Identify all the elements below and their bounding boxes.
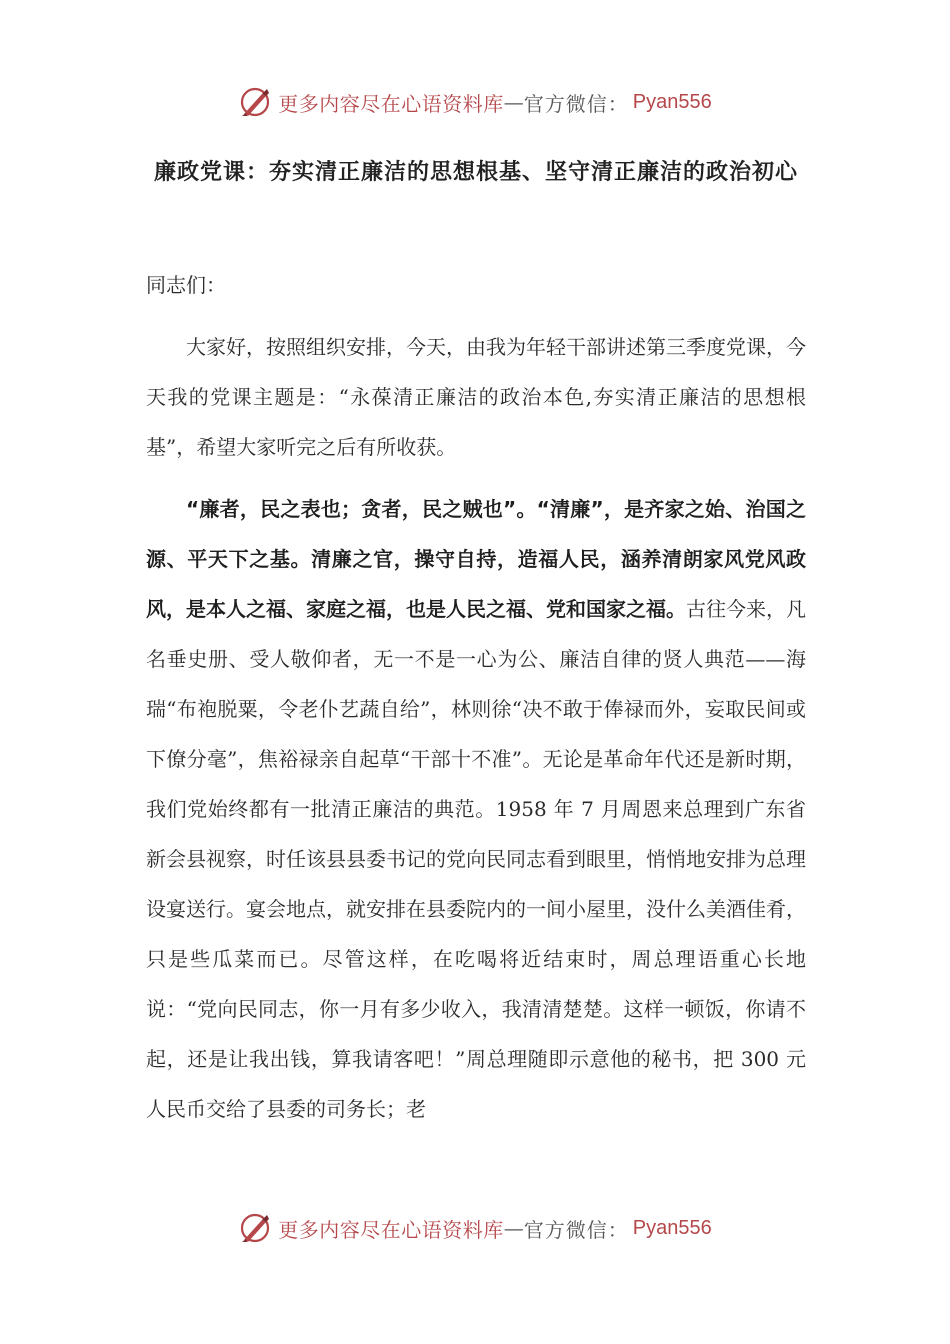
banner-separator: — [503,1216,524,1240]
footer-banner [0,1208,950,1248]
paragraph-bold-text: “廉者，民之表也；贪者，民之贼也”。“清廉”，是齐家之始、治国之源、平天下之基。清廉之官，操守自持，造福人民，涵养清朗家风党风政风，是本人之福、家庭之福，也是人民之福、党和国家之福。 [146,497,806,621]
header-banner [0,82,950,122]
banner-text: 更多内容尽在心语资料库 [278,91,504,116]
document-title: 廉政党课：夯实清正廉洁的思想根基、坚守清正廉洁的政治初心 [153,160,798,185]
pen-logo-icon [238,1211,272,1245]
paragraph-normal-text: 古往今来，凡名垂史册、受人敬仰者，无一不是一心为公、廉洁自律的贤人典范——海瑞“布袍脱粟，令老仆艺蔬自给”，林则徐“决不敢于俸禄而外，妄取民间或下僚分毫”，焦裕禄亲自起草“干部十不准”。无论是革命年代还是新时期，我们党始终都有一批清正廉洁的典范。1958 年 7 月周恩来总理到广东省新会县视察，时任该县县委书记的党向民同志看到眼里，悄悄地安排为总理设宴送行。宴会地点，就安排在县委院内的一间小屋里，没什么美酒佳肴，只是些瓜菜而已。尽管这样，在吃喝将近结束时，周总理语重心长地说：“党向民同志，你一月有多少收入，我清清楚楚。这样一顿饭，你请不起，还是让我出钱，算我请客吧！”周总理随即示意他的秘书，把 300 元人民币交给了县委的司务长；老 [146,597,806,1121]
banner-label: 官方微信： [523,1217,629,1242]
pen-logo-icon [238,85,272,119]
banner-wechat-id: Pyan556 [632,1216,712,1239]
paragraph-main [146,484,806,1134]
banner-wechat-id: Pyan556 [632,90,712,113]
banner-text: 更多内容尽在心语资料库 [278,1217,504,1242]
salutation: 同志们： [146,273,226,297]
banner-separator: — [503,90,524,114]
document-body [146,260,806,1134]
paragraph-intro: 大家好，按照组织安排，今天，由我为年轻干部讲述第三季度党课，今天我的党课主题是：“永葆清正廉洁的政治本色,夯实清正廉洁的思想根基”，希望大家听完之后有所收获。 [146,335,806,459]
banner-label: 官方微信： [523,91,629,116]
